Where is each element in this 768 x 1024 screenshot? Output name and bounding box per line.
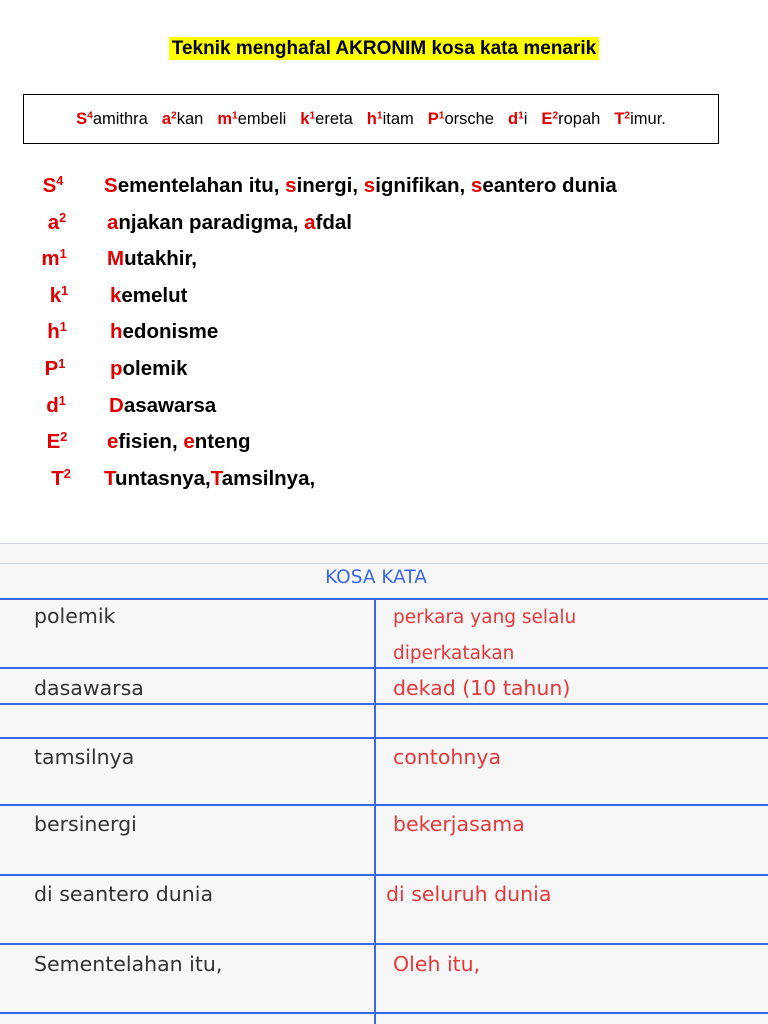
acronym-letter: $k^1$ xyxy=(300,109,316,128)
acronym-word xyxy=(508,110,527,129)
acronym-count: 2 xyxy=(552,109,559,121)
acronym-rest: embeli xyxy=(237,109,287,128)
acronym-key-count: 1 xyxy=(59,319,67,335)
table-row-line xyxy=(0,1012,768,1014)
acronym-list-row xyxy=(0,351,768,387)
acronym-rest: itam xyxy=(382,109,414,128)
word-rest: edonisme xyxy=(122,320,219,344)
initial-letter: s xyxy=(470,174,483,197)
acronym-key-count: 2 xyxy=(59,209,67,225)
acronym-letter: $S^4$ xyxy=(76,109,93,128)
word-rest: inergi xyxy=(296,174,353,197)
word-rest: fdal xyxy=(315,210,352,234)
table-header-divider xyxy=(0,563,768,564)
word-rest: untasnya xyxy=(115,466,206,490)
page-title xyxy=(0,38,768,60)
acronym-rest: orsche xyxy=(444,109,494,128)
acronym-key-count: 1 xyxy=(59,246,67,262)
vocabulary-meaning: diperkatakan xyxy=(393,643,515,664)
vocabulary-term: di seantero dunia xyxy=(34,882,214,906)
separator: , xyxy=(292,210,305,234)
vocabulary-table-title: KOSA KATA xyxy=(325,567,427,588)
table-column-line xyxy=(374,599,376,1024)
word-rest: nteng xyxy=(194,430,251,454)
vocabulary-term: tamsilnya xyxy=(34,745,135,769)
separator: , xyxy=(273,174,286,197)
table-row-line xyxy=(0,804,768,806)
acronym-count: 1 xyxy=(438,109,445,121)
separator: , xyxy=(459,174,471,197)
initial-letter: a xyxy=(107,210,119,234)
vocabulary-meaning: Oleh itu, xyxy=(393,952,481,976)
acronym-word xyxy=(217,110,286,129)
acronym-key-count: 2 xyxy=(60,429,68,445)
acronym-key-count: 1 xyxy=(58,392,66,408)
word-rest: asawarsa xyxy=(123,393,217,417)
acronym-key-count: 1 xyxy=(61,282,69,298)
acronym-rest: ropah xyxy=(558,109,601,128)
acronym-key: $a^2$ xyxy=(47,209,67,234)
word-rest: emelut xyxy=(121,283,188,307)
acronym-rest: ereta xyxy=(315,109,353,128)
acronym-letter: $d^1$ xyxy=(507,109,524,128)
acronym-word xyxy=(367,110,414,129)
acronym-word xyxy=(162,110,203,129)
acronym-list-row xyxy=(0,278,768,314)
acronym-word xyxy=(614,110,666,129)
acronym-key-count: 2 xyxy=(63,465,71,481)
acronym-sentence-box xyxy=(23,94,719,144)
table-row-line xyxy=(0,874,768,876)
vocabulary-term: bersinergi xyxy=(34,812,137,836)
initial-letter: T xyxy=(210,466,222,490)
vocabulary-meaning: bekerjasama xyxy=(393,812,525,836)
initial-letter: e xyxy=(107,430,119,454)
acronym-letter: $T^2$ xyxy=(614,109,631,128)
word-rest: olemik xyxy=(122,357,188,380)
acronym-letter: $E^2$ xyxy=(541,109,559,128)
vocabulary-term: Sementelahan itu, xyxy=(34,952,223,976)
acronym-letter: $m^1$ xyxy=(217,109,238,128)
acronym-count: 2 xyxy=(624,109,631,121)
acronym-expansion xyxy=(107,424,251,460)
acronym-rest: kan xyxy=(176,109,204,128)
acronym-count: 4 xyxy=(87,109,93,121)
acronym-list-row xyxy=(0,168,768,204)
acronym-expansion xyxy=(107,241,197,277)
acronym-expansion xyxy=(110,314,218,350)
acronym-word xyxy=(76,110,148,129)
initial-letter: T xyxy=(104,466,116,490)
acronym-letter: $a^2$ xyxy=(161,109,177,128)
acronym-word xyxy=(300,110,352,129)
acronym-key: $E^2$ xyxy=(46,429,68,454)
acronym-letter: $P^1$ xyxy=(427,109,445,128)
vocabulary-meaning: contohnya xyxy=(393,745,502,769)
acronym-key-count: 1 xyxy=(58,356,66,372)
acronym-rest: i xyxy=(523,109,528,128)
acronym-list-row xyxy=(0,424,768,460)
acronym-key: $P^1$ xyxy=(44,356,66,380)
initial-letter: S xyxy=(104,174,118,197)
acronym-list-row xyxy=(0,314,768,350)
acronym-list-row xyxy=(0,388,768,424)
acronym-word xyxy=(541,110,600,129)
acronym-key: $m^1$ xyxy=(41,246,67,271)
acronym-rest: amithra xyxy=(92,109,148,128)
word-rest: amsilnya, xyxy=(221,466,316,490)
initial-letter: h xyxy=(110,320,123,344)
word-rest: njakan paradigma xyxy=(118,210,293,234)
acronym-expansion xyxy=(109,388,216,424)
acronym-expansion xyxy=(110,278,187,314)
acronym-word xyxy=(428,110,494,129)
title-highlight: Teknik menghafal AKRONIM kosa kata menarik xyxy=(169,37,599,60)
acronym-key-count: 4 xyxy=(56,173,64,189)
word-rest: utakhir, xyxy=(124,247,197,271)
word-rest: ementelahan itu xyxy=(117,174,274,197)
initial-letter: e xyxy=(183,430,195,454)
vocabulary-meaning: di seluruh dunia xyxy=(386,882,552,906)
initial-letter: a xyxy=(304,210,316,234)
acronym-expansion xyxy=(104,168,617,204)
initial-letter: M xyxy=(107,247,125,271)
acronym-list-row xyxy=(0,205,768,241)
acronym-key: $k^1$ xyxy=(49,282,69,307)
acronym-expansion xyxy=(104,461,315,497)
initial-letter: D xyxy=(109,393,124,417)
acronym-list-row xyxy=(0,461,768,497)
acronym-count: 1 xyxy=(309,109,316,121)
acronym-rest: imur. xyxy=(630,109,666,128)
acronym-key: $d^1$ xyxy=(46,392,66,417)
initial-letter: p xyxy=(110,357,123,380)
vocabulary-meaning: dekad (10 tahun) xyxy=(393,676,571,700)
vocabulary-meaning: perkara yang selalu xyxy=(393,607,577,628)
table-top-edge xyxy=(0,543,768,544)
word-rest: fisien xyxy=(118,430,172,454)
acronym-count: 1 xyxy=(232,109,238,121)
separator: , xyxy=(352,174,364,197)
acronym-count: 1 xyxy=(376,109,383,121)
acronym-expansion xyxy=(110,351,187,387)
acronym-key: $h^1$ xyxy=(47,319,67,344)
initial-letter: s xyxy=(285,174,297,197)
vocabulary-term: dasawarsa xyxy=(34,676,144,700)
table-row-line xyxy=(0,943,768,945)
word-rest: eantero dunia xyxy=(482,174,617,197)
separator: , xyxy=(205,466,211,490)
vocabulary-term: polemik xyxy=(34,604,116,628)
acronym-count: 1 xyxy=(518,109,524,121)
initial-letter: k xyxy=(110,283,122,307)
acronym-count: 2 xyxy=(171,109,177,121)
word-rest: ignifikan xyxy=(375,174,460,197)
acronym-key: $S^4$ xyxy=(42,173,64,197)
table-row-line xyxy=(0,667,768,669)
separator: , xyxy=(171,430,184,454)
acronym-expansion xyxy=(107,205,352,241)
table-row-line xyxy=(0,598,768,600)
table-row-line xyxy=(0,737,768,739)
acronym-list-row xyxy=(0,241,768,277)
acronym-letter: $h^1$ xyxy=(366,109,383,128)
acronym-key: $T^2$ xyxy=(51,465,71,490)
table-row-line xyxy=(0,703,768,705)
initial-letter: s xyxy=(363,174,376,197)
